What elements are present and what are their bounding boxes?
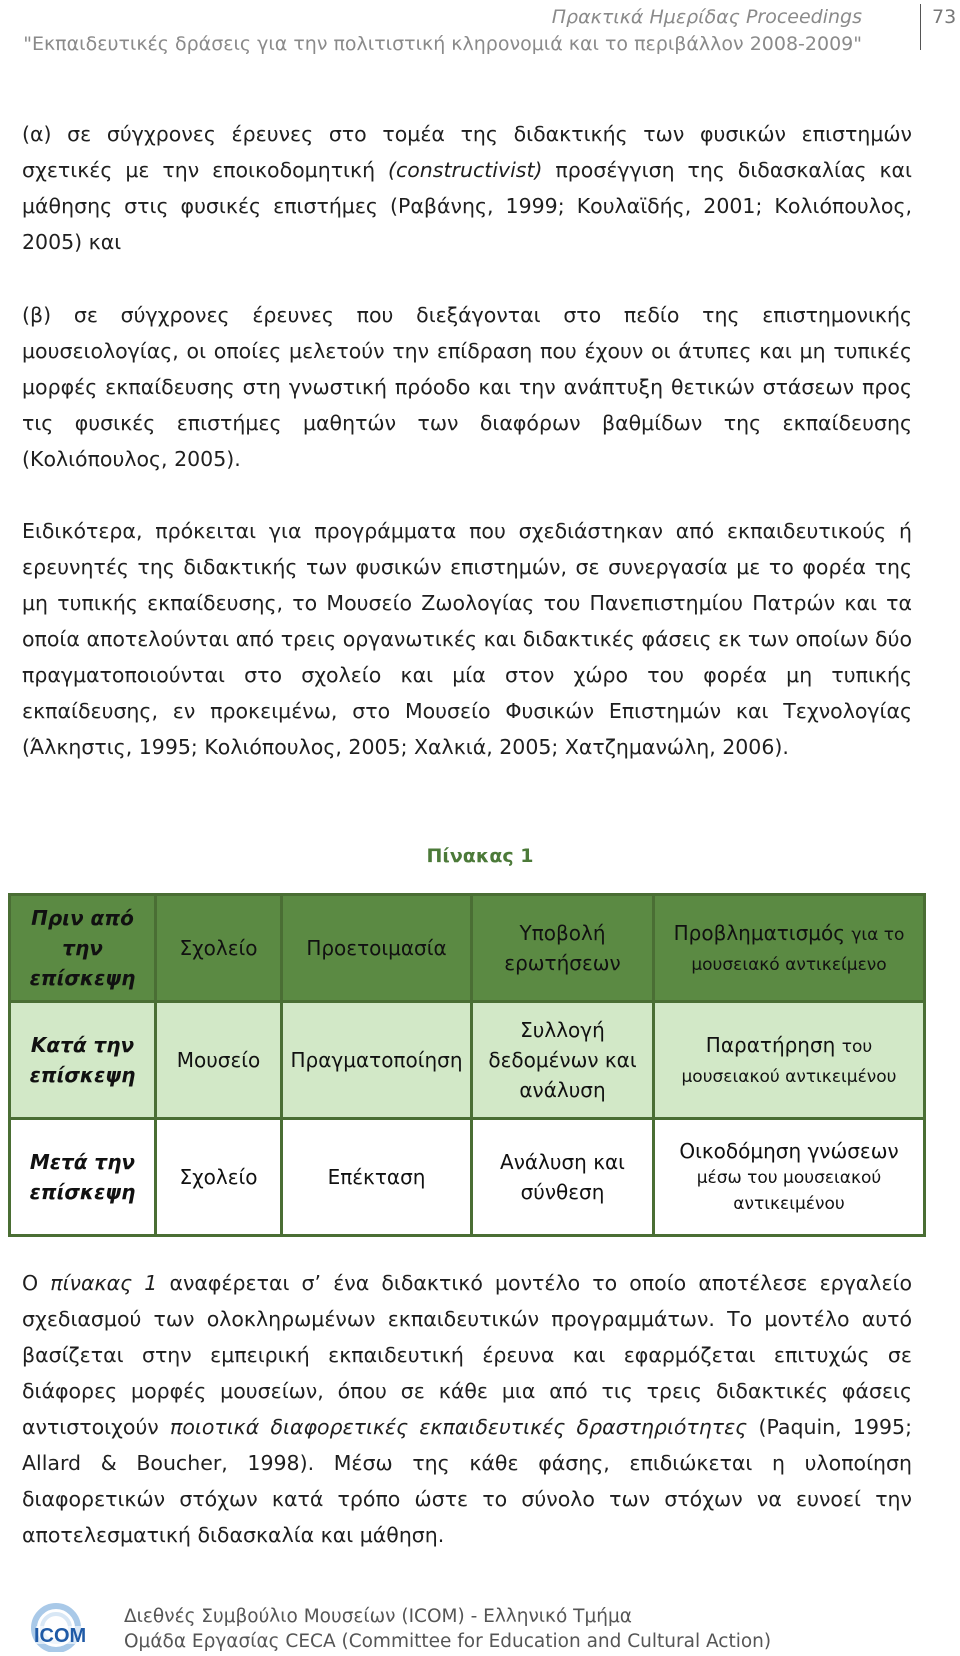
paragraph-b: (β) σε σύγχρονες έρευνες που διεξάγονται στο πεδίο της επιστημονικής μουσειολογίας, οι οποίες μελετούν την επίδραση που έχουν οι άτυπες και μη τυπικές μορφές εκπαίδευσης στη γνωστική πρόοδο και την ανάπτυξη θετικών στάσεων προς τις φυσικές επιστήμες μαθητών των διαφόρων βαθμίδων της εκπαίδευσης (Κολιόπουλος, 2005).	[22, 303, 912, 471]
table-row	[10, 895, 925, 1002]
running-header	[23, 4, 862, 58]
object-sub-text: για το μουσειακό αντικείμενο	[691, 925, 905, 975]
object-cell	[654, 1119, 925, 1236]
footer-organization: Διεθνές Συμβούλιο Μουσείων (ICOM) - Ελληνικό Τμήμα	[124, 1606, 632, 1627]
activity-cell: Υποβολή ερωτήσεων	[472, 895, 654, 1002]
object-main-text: Παρατήρηση	[705, 1033, 836, 1057]
header-divider	[920, 4, 921, 50]
place-cell: Σχολείο	[156, 1119, 282, 1236]
phase-cell: Πριν από την επίσκεψη	[10, 895, 156, 1002]
object-sub-text: μέσω του μουσειακού αντικειμένου	[696, 1168, 882, 1214]
header-proceedings-title: Πρακτικά Ημερίδας Proceedings	[551, 6, 862, 28]
paragraph-model-text-1: Ο	[22, 1271, 51, 1295]
paragraph-model	[22, 1265, 912, 1553]
table-row	[10, 1002, 925, 1119]
paragraph-model-text-3: (Paquin, 1995; Allard & Boucher, 1998). Μέσω της κάθε φάσης, επιδιώκεται η υλοποίηση διαφορετικών στόχων κατά τρόπο ώστε το σύνολο των στόχων να ευνοεί την αποτελεσματική διδασκαλία και μάθηση.	[22, 1415, 913, 1547]
paragraph-a	[22, 116, 912, 260]
page-number: 73	[932, 6, 957, 28]
paragraph-a-text-2: προσέγγιση της διδασκαλίας και μάθησης στις φυσικές επιστήμες (Ραβάνης, 1999; Κουλαϊδής, 2001; Κολιόπουλος, 2005) και	[22, 158, 912, 254]
paragraph-programs: Ειδικότερα, πρόκειται για προγράμματα που σχεδιάστηκαν από εκπαιδευτικούς ή ερευνητές της διδακτικής των φυσικών επιστημών, σε συνεργασία με το φορέα της μη τυπικής εκπαίδευσης, το Μουσείο Ζωολογίας του Πανεπιστημίου Πατρών και τα οποία αποτελούνται από τρεις οργανωτικές και διδακτικές φάσεις εκ των οποίων δύο πραγματοποιούνται στο σχολείο και μία στον χώρο του φορέα μη τυπικής εκπαίδευσης, εν προκειμένω, στο Μουσείο Φυσικών Επιστημών και Τεχνολογίας (Άλκηστις, 1995; Κολιόπουλος, 2005; Χαλκιά, 2005; Χατζημανώλη, 2006).	[22, 519, 912, 759]
page-footer	[124, 1604, 771, 1654]
object-cell	[654, 1002, 925, 1119]
action-cell: Προετοιμασία	[282, 895, 472, 1002]
paragraph-a-italic: (constructivist)	[388, 158, 543, 182]
phase-cell: Μετά την επίσκεψη	[10, 1119, 156, 1236]
paragraph-model-text-2: αναφέρεται σ’ ένα διδακτικό μοντέλο το οποίο αποτέλεσε εργαλείο σχεδιασμού των ολοκληρωμένων εκπαιδευτικών προγραμμάτων. Το μοντέλο αυτό βασίζεται στην εμπειρική εκπαιδευτική έρευνα και εφαρμόζεται επιτυχώς σε διάφορες μορφές μουσείων, όπου σε κάθε μια από τις τρεις διδακτικές φάσεις αντιστοιχούν	[22, 1271, 912, 1439]
place-cell: Μουσείο	[156, 1002, 282, 1119]
page-header	[0, 0, 960, 60]
object-main-text: Οικοδόμηση γνώσεων	[679, 1139, 899, 1163]
paragraph-model-italic-1: πίνακας 1	[50, 1271, 158, 1295]
activity-cell: Συλλογή δεδομένων και ανάλυση	[472, 1002, 654, 1119]
footer-working-group: Ομάδα Εργασίας CECA (Committee for Education and Cultural Action)	[124, 1631, 772, 1652]
table-caption: Πίνακας 1	[426, 845, 534, 867]
object-cell	[654, 895, 925, 1002]
action-cell: Επέκταση	[282, 1119, 472, 1236]
table-row	[10, 1119, 925, 1236]
object-main-text: Προβληματισμός	[673, 921, 845, 945]
icom-logo-icon	[22, 1596, 106, 1652]
paragraph-a-text-1: (α) σε σύγχρονες έρευνες στο τομέα της διδακτικής των φυσικών επιστημών σχετικές με την εποικοδομητική	[22, 122, 912, 182]
object-sub-text: του μουσειακού αντικειμένου	[681, 1037, 897, 1087]
didactic-phases-table	[8, 893, 926, 1237]
action-cell: Πραγματοποίηση	[282, 1002, 472, 1119]
paragraph-model-italic-2: ποιοτικά διαφορετικές εκπαιδευτικές δραστηριότητες	[170, 1415, 748, 1439]
place-cell: Σχολείο	[156, 895, 282, 1002]
icom-logo-text: ICOM	[34, 1625, 87, 1647]
activity-cell: Ανάλυση και σύνθεση	[472, 1119, 654, 1236]
header-event-title: "Εκπαιδευτικές δράσεις για την πολιτιστική κληρονομιά και το περιβάλλον 2008-2009"	[23, 33, 862, 55]
phase-cell: Κατά την επίσκεψη	[10, 1002, 156, 1119]
